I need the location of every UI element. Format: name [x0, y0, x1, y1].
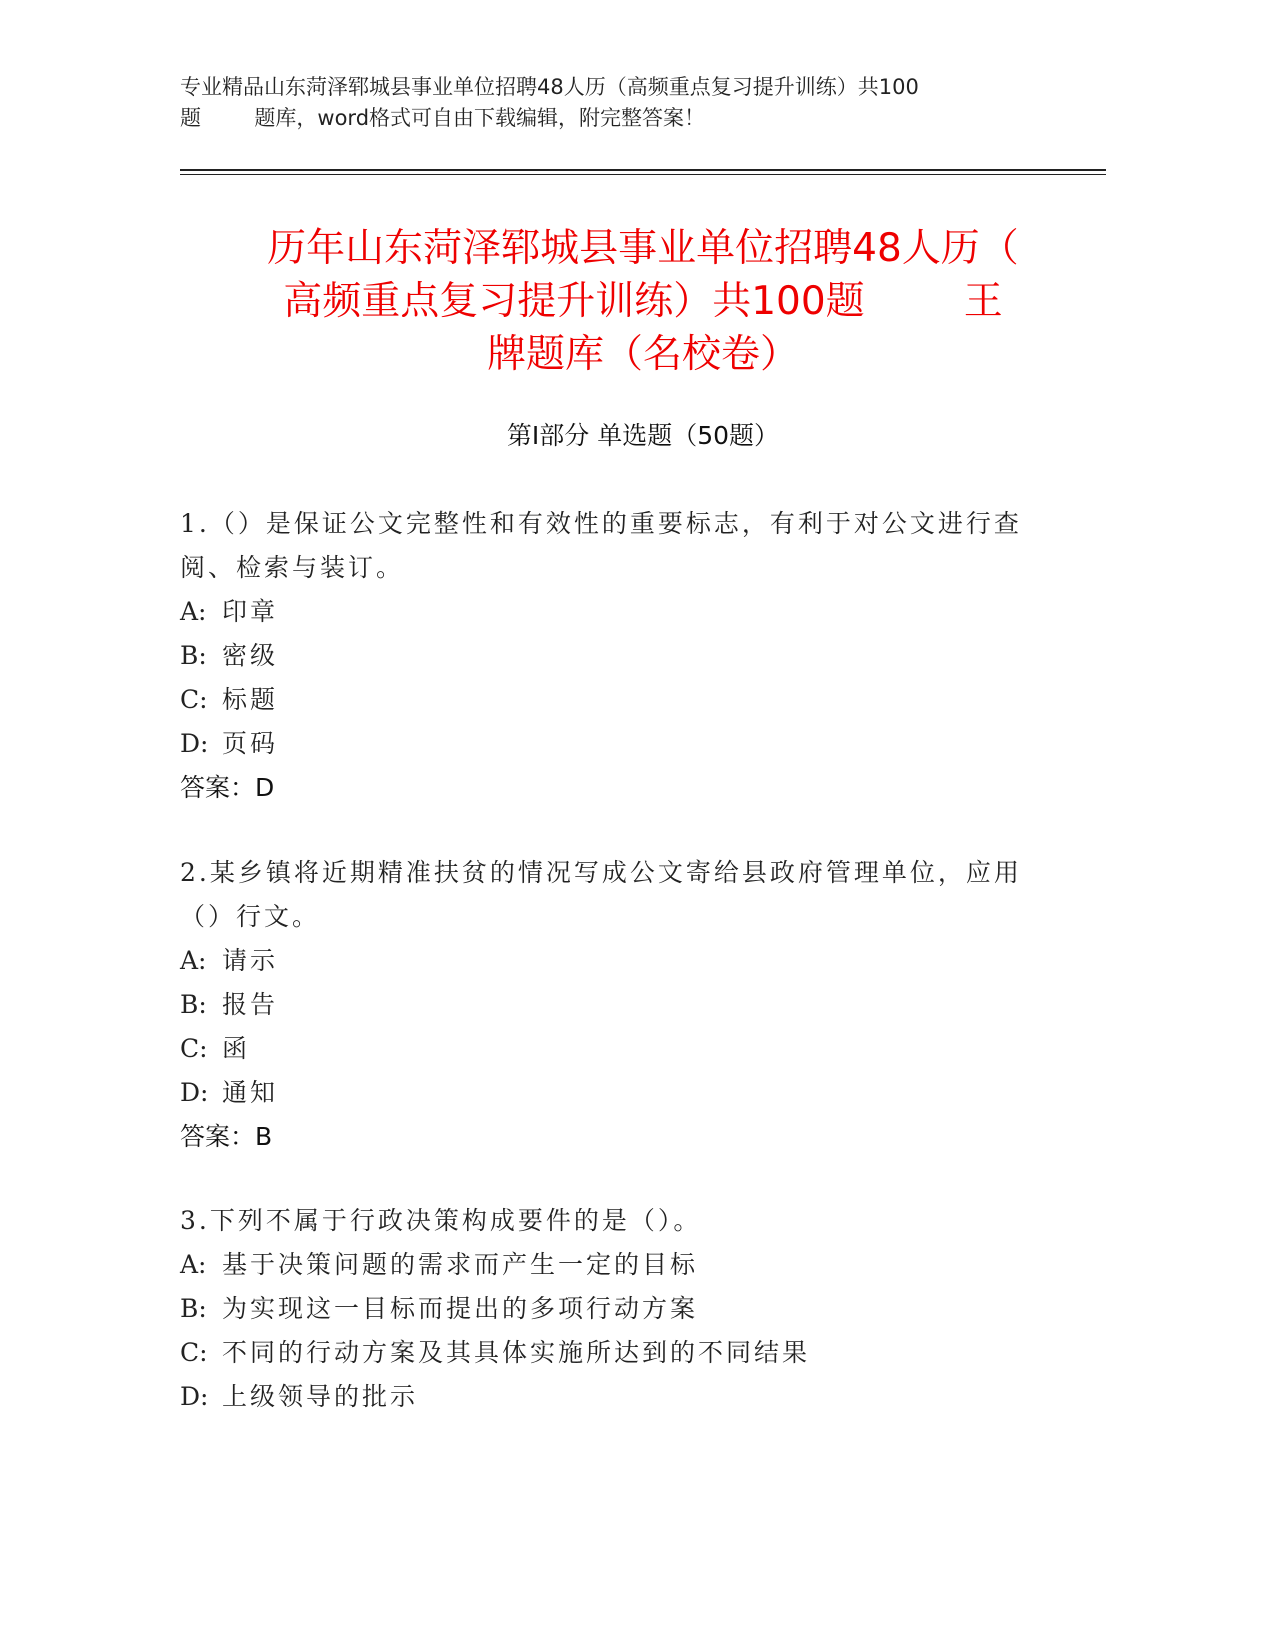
- question-2-option-a: [180, 939, 1060, 983]
- question-2-answer: 答案：B: [180, 1122, 273, 1151]
- question-1-option-c: [180, 678, 1060, 722]
- option-text: 印章: [222, 597, 279, 626]
- question-3-option-d: [180, 1375, 1060, 1419]
- question-2-text-line-2: （）行文。: [180, 902, 321, 931]
- option-key: B:: [180, 641, 207, 670]
- option-text: 密级: [222, 641, 279, 670]
- option-key: A:: [180, 946, 207, 975]
- option-key: B:: [180, 1294, 207, 1323]
- option-text: 上级领导的批示: [222, 1382, 419, 1411]
- title-line-2: 高频重点复习提升训练）共100题 王: [283, 279, 1003, 324]
- header-divider-thick: [180, 169, 1106, 171]
- option-key: B:: [180, 990, 207, 1019]
- option-text: 函: [222, 1034, 251, 1063]
- option-text: 页码: [222, 729, 279, 758]
- question-1-text-line-2: 阅、检索与装订。: [180, 553, 405, 582]
- option-key: D:: [180, 729, 209, 758]
- option-key: D:: [180, 1382, 209, 1411]
- question-3-option-b: [180, 1287, 1060, 1331]
- option-text: 不同的行动方案及其具体实施所达到的不同结果: [222, 1338, 811, 1367]
- document-title: [180, 222, 1106, 381]
- title-line-3: 牌题库（名校卷）: [486, 332, 799, 377]
- question-3: [180, 1199, 1060, 1419]
- question-1-text-line-1: 1.（）是保证公文完整性和有效性的重要标志，有利于对公文进行查: [180, 509, 1022, 538]
- question-1-option-d: [180, 722, 1060, 766]
- option-text: 标题: [222, 685, 279, 714]
- question-3-text-line-1: 3.下列不属于行政决策构成要件的是（）。: [180, 1206, 702, 1235]
- question-2: [180, 851, 1060, 1159]
- question-2-option-b: [180, 983, 1060, 1027]
- header-divider-thin: [180, 174, 1106, 175]
- question-1: [180, 502, 1060, 810]
- option-key: D:: [180, 1078, 209, 1107]
- option-key: A:: [180, 597, 207, 626]
- header-line-1: 专业精品山东菏泽郓城县事业单位招聘48人历（高频重点复习提升训练）共100: [180, 75, 919, 99]
- option-key: A:: [180, 1250, 207, 1279]
- option-key: C:: [180, 1034, 208, 1063]
- option-text: 基于决策问题的需求而产生一定的目标: [222, 1250, 699, 1279]
- option-key: C:: [180, 685, 208, 714]
- section-title: 第I部分 单选题（50题）: [506, 421, 780, 450]
- question-2-option-d: [180, 1071, 1060, 1115]
- option-text: 报告: [222, 990, 279, 1019]
- header-line-2: 题 题库，word格式可自由下载编辑，附完整答案！: [180, 106, 706, 130]
- option-key: C:: [180, 1338, 208, 1367]
- option-text: 通知: [222, 1078, 279, 1107]
- option-text: 为实现这一目标而提出的多项行动方案: [222, 1294, 699, 1323]
- title-line-1: 历年山东菏泽郓城县事业单位招聘48人历（: [267, 226, 1019, 271]
- question-3-option-c: [180, 1331, 1060, 1375]
- question-2-text-line-1: 2.某乡镇将近期精准扶贫的情况写成公文寄给县政府管理单位，应用: [180, 858, 1022, 887]
- document-header: [180, 72, 1060, 134]
- question-2-option-c: [180, 1027, 1060, 1071]
- question-1-answer: 答案：D: [180, 773, 275, 802]
- question-3-option-a: [180, 1243, 1060, 1287]
- question-1-option-b: [180, 634, 1060, 678]
- option-text: 请示: [222, 946, 279, 975]
- question-1-option-a: [180, 590, 1060, 634]
